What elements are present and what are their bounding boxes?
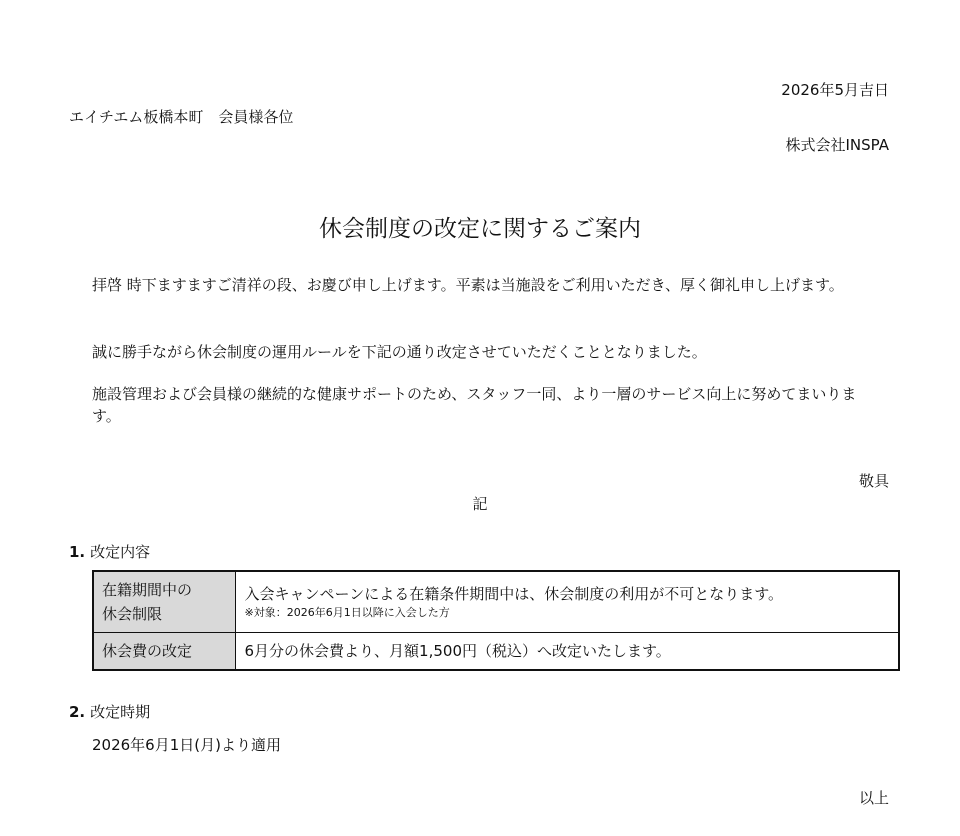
table-row	[93, 571, 899, 633]
section-1-heading	[69, 541, 150, 562]
sender-company: 株式会社INSPA	[785, 136, 889, 154]
effective-date: 2026年6月1日(月)より適用	[92, 736, 281, 754]
ending-ijo: 以上	[858, 789, 889, 807]
commitment-paragraph: 施設管理および会員様の継続的な健康サポートのため、スタッフ一同、より一層のサービス向上に努めてまいります。	[92, 385, 857, 425]
row-note: ※対象：2026年6月1日以降に入会した方	[244, 606, 450, 619]
recipient-line: エイチエム板橋本町 会員様各位	[69, 108, 294, 126]
closing-keigu: 敬具	[858, 472, 889, 490]
section-1-number: 1.	[69, 543, 86, 561]
row-label: 休会費の改定	[93, 633, 235, 671]
row-value	[235, 571, 899, 633]
section-1-title: 改定内容	[90, 543, 151, 561]
ki-marker: 記	[472, 495, 488, 513]
document-date: 2026年5月吉日	[781, 81, 889, 99]
row-label-line: 休会制限	[102, 605, 163, 623]
document-title: 休会制度の改定に関するご案内	[319, 216, 641, 242]
section-2-number: 2.	[69, 703, 86, 721]
section-2-title: 改定時期	[90, 703, 151, 721]
row-label-line: 在籍期間中の	[102, 581, 193, 599]
revision-table	[92, 570, 900, 671]
row-label	[93, 571, 235, 633]
notice-paragraph: 誠に勝手ながら休会制度の運用ルールを下記の通り改定させていただくこととなりました。	[92, 343, 707, 361]
row-value: 6月分の休会費より、月額1,500円（税込）へ改定いたします。	[235, 633, 899, 671]
row-value-text: 入会キャンペーンによる在籍条件期間中は、休会制度の利用が不可となります。	[244, 585, 784, 603]
greeting-paragraph: 拝啓 時下ますますご清祥の段、お慶び申し上げます。平素は当施設をご利用いただき、厚く御礼申し上げます。	[92, 276, 844, 294]
table-row	[93, 633, 899, 671]
section-2-heading	[69, 701, 150, 722]
